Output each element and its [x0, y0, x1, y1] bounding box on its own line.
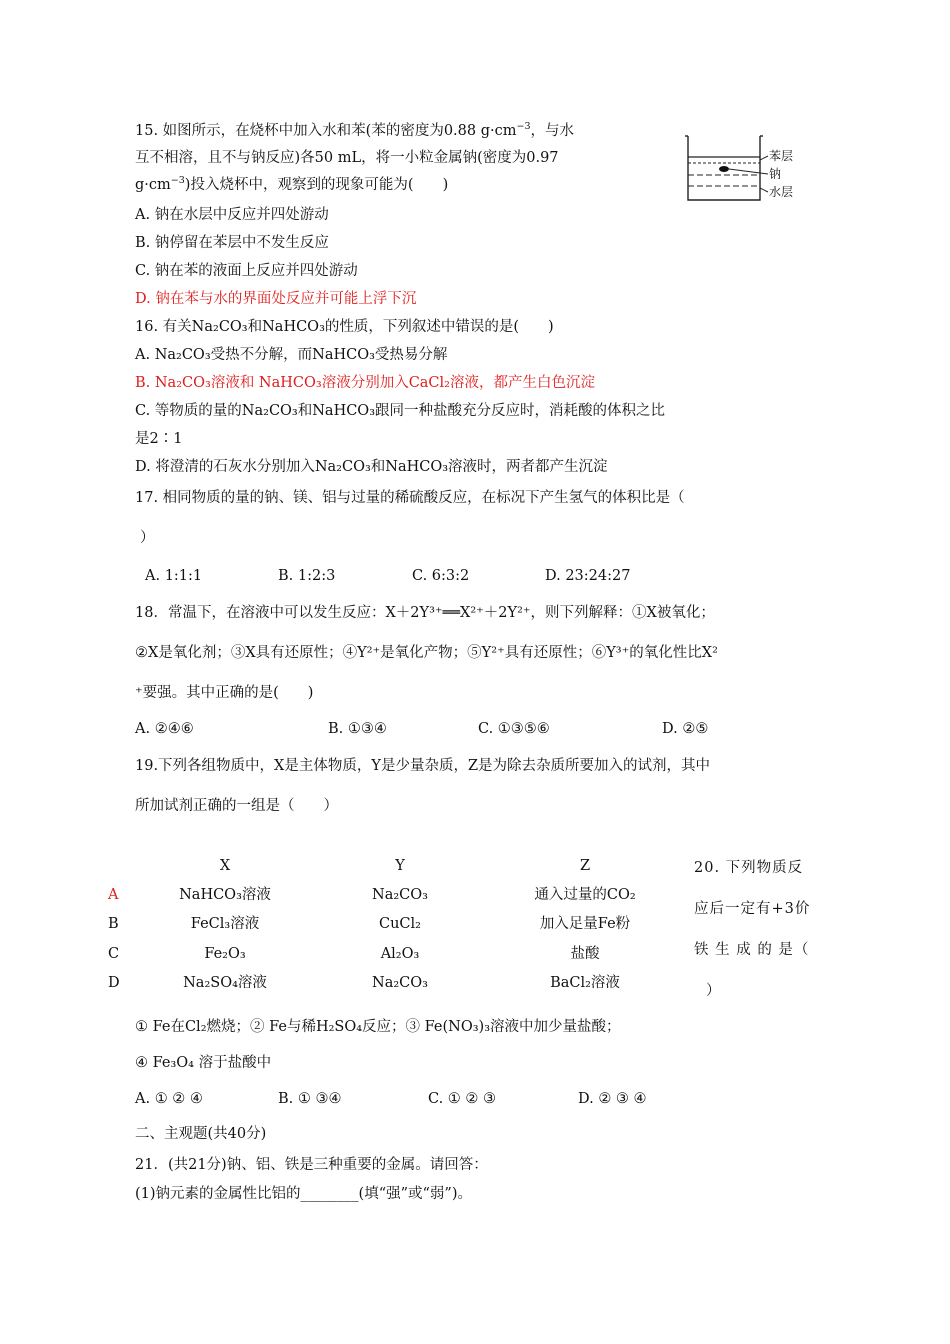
q20-option-b: B. ① ③④: [278, 1091, 342, 1107]
q18-stem-line3: ⁺要强。其中正确的是( ): [135, 685, 314, 701]
q19-stem-line1: 19.下列各组物质中，X是主体物质，Y是少量杂质，Z是为除去杂质所要加入的试剂，其中: [135, 758, 711, 774]
q18-option-a: A. ②④⑥: [135, 721, 194, 737]
header-y: Y: [395, 858, 405, 874]
q15-option-d-answer: D. 钠在苯与水的界面处反应并可能上浮下沉: [135, 291, 417, 307]
row-label-a-answer: A: [108, 887, 119, 903]
label-benzene: 苯层: [769, 149, 794, 163]
q21-stem: 21．(共21分)钠、铝、铁是三种重要的金属。请回答：: [135, 1157, 488, 1173]
q20-stem-right-4: ）: [706, 983, 722, 999]
q17-option-c: C. 6:3:2: [412, 568, 470, 584]
q18-stem-line2: ②X是氧化剂；③X具有还原性；④Y²⁺是氧化产物；⑤Y²⁺具有还原性；⑥Y³⁺的氧化性比X²: [135, 645, 718, 661]
q20-stem-right-3: 铁 生 成 的 是（: [694, 942, 810, 958]
q21-sub1: (1)钠元素的金属性比铝的________(填“强”或“弱”)。: [135, 1186, 473, 1202]
q20-line2: ④ Fe₃O₄ 溶于盐酸中: [135, 1055, 272, 1071]
table-cell: Al₂O₃: [380, 946, 420, 962]
table-cell: Na₂SO₄溶液: [183, 975, 267, 991]
q15-option-a: A. 钠在水层中反应并四处游动: [135, 207, 329, 223]
table-cell: NaHCO₃溶液: [179, 887, 271, 903]
q16-stem: 16. 有关Na₂CO₃和NaHCO₃的性质，下列叙述中错误的是( ): [135, 319, 554, 335]
q20-stem-right-1: 20. 下列物质反: [694, 860, 804, 876]
q18-stem-line1: 18．常温下，在溶液中可以发生反应：X＋2Y³⁺══X²⁺＋2Y²⁺，则下列解释：①X被氧化；: [135, 605, 715, 621]
table-cell: 盐酸: [570, 946, 600, 962]
q18-option-b: B. ①③④: [328, 721, 387, 737]
q17-option-b: B. 1:2:3: [278, 568, 336, 584]
q20-stem-right-2: 应后一定有+3价: [694, 901, 811, 917]
section-2-heading: 二、主观题(共40分): [135, 1126, 267, 1142]
q16-option-d: D. 将澄清的石灰水分别加入Na₂CO₃和NaHCO₃溶液时，两者都产生沉淀: [135, 459, 608, 475]
q19-stem-line2: 所加试剂正确的一组是（ ）: [135, 798, 338, 814]
table-cell: 加入足量Fe粉: [539, 916, 631, 932]
row-label-c: C: [108, 946, 120, 962]
table-cell: Na₂CO₃: [372, 887, 428, 903]
q17-stem-cont: ）: [140, 530, 155, 546]
header-x: X: [219, 858, 231, 874]
table-cell: BaCl₂溶液: [550, 975, 620, 991]
label-water: 水层: [769, 185, 794, 199]
q15-stem-line1: 15. 如图所示，在烧杯中加入水和苯(苯的密度为0.88 $g\cdot cm^{-3}$，与水: [135, 121, 574, 139]
q17-stem: 17. 相同物质的量的钠、镁、铝与过量的稀硫酸反应，在标况下产生氢气的体积比是（: [135, 490, 685, 506]
q17-option-a: A. 1:1:1: [145, 568, 203, 584]
q20-option-a: A. ① ② ④: [135, 1091, 203, 1107]
q20-line1: ① Fe在Cl₂燃烧；② Fe与稀H₂SO₄反应；③ Fe(NO₃)₃溶液中加少量盐酸；: [135, 1019, 621, 1035]
table-cell: 通入过量的CO₂: [534, 887, 636, 903]
row-label-d: D: [108, 975, 120, 991]
q16-option-a: A. Na₂CO₃受热不分解，而NaHCO₃受热易分解: [135, 347, 448, 363]
table-cell: Na₂CO₃: [372, 975, 428, 991]
header-z: Z: [579, 858, 591, 874]
q16-option-c: C. 等物质的量的Na₂CO₃和NaHCO₃跟同一种盐酸充分反应时，消耗酸的体积之比: [135, 403, 666, 419]
table-cell: FeCl₃溶液: [190, 916, 260, 932]
q15-option-c: C. 钠在苯的液面上反应并四处游动: [135, 263, 358, 279]
q16-option-b-answer: B. Na₂CO₃溶液和 NaHCO₃溶液分别加入CaCl₂溶液，都产生白色沉淀: [135, 375, 595, 391]
q18-option-d: D. ②⑤: [662, 721, 709, 737]
label-sodium: 钠: [769, 167, 782, 181]
beaker-figure: [680, 130, 830, 210]
table-cell: CuCl₂: [379, 916, 421, 932]
row-label-b: B: [108, 916, 119, 932]
sodium-piece: [719, 166, 729, 172]
q20-option-d: D. ② ③ ④: [578, 1091, 647, 1107]
q20-option-c: C. ① ② ③: [428, 1091, 497, 1107]
q15-option-b: B. 钠停留在苯层中不发生反应: [135, 235, 329, 251]
q18-option-c: C. ①③⑤⑥: [478, 721, 550, 737]
table-cell: Fe₂O₃: [204, 946, 246, 962]
q15-stem-line3: $g\cdot cm^{-3}$)投入烧杯中，观察到的现象可能为( ): [135, 175, 449, 193]
q16-option-c-cont: 是2∶1: [135, 431, 183, 447]
q17-option-d: D. 23:24:27: [545, 568, 631, 584]
q15-stem-line2: 互不相溶，且不与钠反应)各50 mL，将一小粒金属钠(密度为0.97: [135, 150, 559, 166]
